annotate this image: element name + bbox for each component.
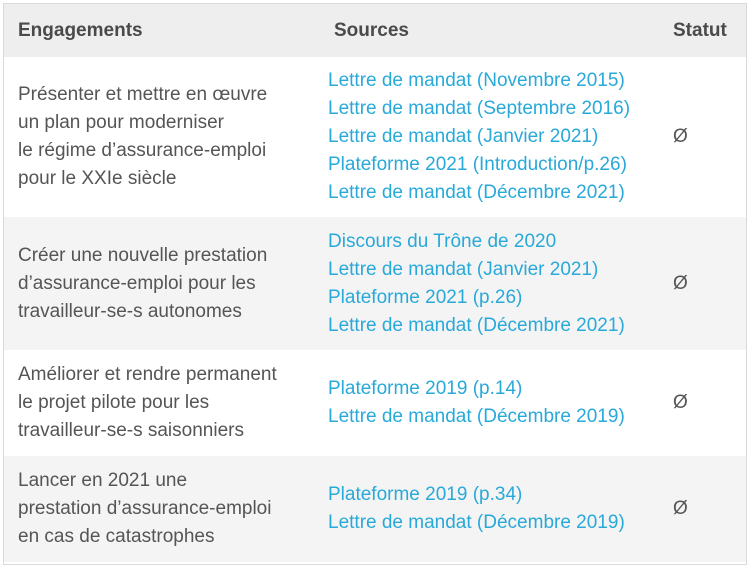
source-link[interactable]: Plateforme 2021 (p.26) [328, 286, 523, 308]
engagement-text-line: le régime d’assurance-emploi [18, 140, 267, 161]
engagement-text-line: travailleur-se-s saisonniers [18, 420, 244, 441]
source-link[interactable]: Lettre de mandat (Décembre 2019) [328, 406, 625, 427]
header-sources: Sources [320, 4, 665, 57]
source-link[interactable]: Plateforme 2019 (p.14) [328, 378, 523, 399]
table-row [4, 57, 746, 217]
source-link[interactable]: Lettre de mandat (Janvier 2021) [328, 126, 599, 147]
source-link[interactable]: Lettre de mandat (Novembre 2015) [328, 70, 625, 91]
table-body [4, 57, 746, 562]
engagement-text-line: Créer une nouvelle prestation [18, 244, 268, 266]
engagement-text-line: Lancer en 2021 une [18, 470, 188, 491]
source-link[interactable]: Plateforme 2019 (p.34) [328, 484, 523, 505]
commitments-table [4, 4, 746, 562]
source-link[interactable]: Plateforme 2021 (Introduction/p.26) [328, 154, 627, 175]
header-statut: Statut [665, 4, 746, 57]
header-engagements: Engagements [4, 4, 320, 57]
engagement-text-line: prestation d’assurance-emploi [18, 498, 272, 519]
sources-cell [320, 350, 665, 456]
engagement-text-line: Présenter et mettre en œuvre [18, 84, 268, 105]
engagement-text-line: un plan pour moderniser [18, 112, 224, 133]
engagement-text-line: pour le XXIe siècle [18, 168, 177, 189]
engagement-text-line: d’assurance-emploi pour les [18, 272, 256, 294]
source-link[interactable]: Lettre de mandat (Décembre 2019) [328, 512, 625, 533]
source-link[interactable]: Discours du Trône de 2020 [328, 230, 557, 252]
source-link[interactable]: Lettre de mandat (Janvier 2021) [328, 258, 599, 280]
engagement-text-line: le projet pilote pour les [18, 392, 210, 413]
source-link[interactable]: Lettre de mandat (Décembre 2021) [328, 314, 625, 336]
sources-cell [320, 456, 665, 562]
sources-cell [320, 217, 665, 350]
source-link[interactable]: Lettre de mandat (Décembre 2021) [328, 182, 625, 203]
status-symbol: Ø [673, 498, 688, 519]
table-row [4, 350, 746, 456]
table-row [4, 217, 746, 350]
table-row [4, 456, 746, 562]
sources-cell [320, 57, 665, 217]
commitments-table-frame [3, 3, 747, 565]
engagement-cell [4, 57, 320, 217]
engagement-cell [4, 456, 320, 562]
status-symbol: Ø [673, 272, 688, 294]
status-symbol: Ø [673, 392, 688, 413]
engagement-text-line: en cas de catastrophes [18, 526, 215, 547]
engagement-cell [4, 350, 320, 456]
table-header-row [4, 4, 746, 57]
source-link[interactable]: Lettre de mandat (Septembre 2016) [328, 98, 631, 119]
engagement-text-line: Améliorer et rendre permanent [18, 364, 277, 385]
status-symbol: Ø [673, 126, 688, 147]
engagement-cell [4, 217, 320, 350]
engagement-text-line: travailleur-se-s autonomes [18, 300, 242, 322]
